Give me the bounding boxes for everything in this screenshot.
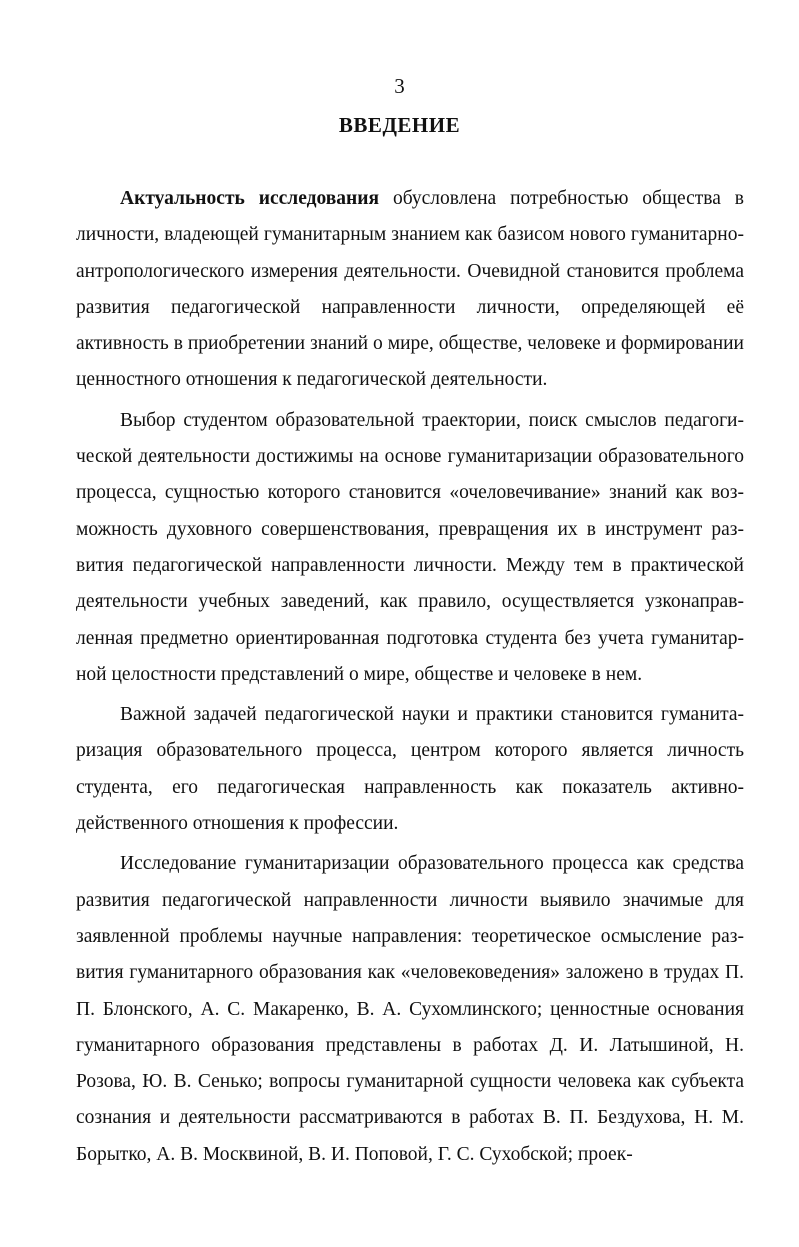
paragraph-text: обусловлена потребностью общества в личности, владеющей гуманитарным знанием как базисом нового гуманитарно-антропологического измерения деятельности. Очевидной становится проблема развития педагогической направленности личности, определяющей её активность в приобретении знаний о мире, обществе, человеке и формировании ценностного отношения к педагогической деятельности. <box>76 188 744 391</box>
page-number: 3 <box>394 74 405 98</box>
paragraph-research <box>76 846 744 1173</box>
paragraph-relevance <box>76 181 744 399</box>
paragraph-lead-term: Актуальность исследования <box>120 188 380 209</box>
paragraph-text: Важной задачей педагогической науки и практики становится гуманитаризация образовательного процесса, центром которого является личность студента, его педагогическая направленность как показатель активно-действенного отношения к профессии. <box>76 704 744 835</box>
page-title: ВВЕДЕНИЕ <box>338 113 461 137</box>
paragraph-text: Исследование гуманитаризации образовательного процесса как средства развития педагогической направленности личности выявило значимые для заявленной проблемы научные направления: теоретическое осмысление развития гуманитарного образования как «человековедения» заложено в трудах П. П. Блонского, А. С. Макаренко, В. А. Сухомлинского; ценностные основания гуманитарного образования представлены в работах Д. И. Латышиной, Н. Розова, Ю. В. Сенько; вопросы гуманитарной сущности человека как субъекта сознания и деятельности рассматриваются в работах В. П. Бездухова, Н. М. Борытко, А. В. Москвиной, В. И. Поповой, Г. С. Сухобской; проек- <box>76 853 744 1165</box>
body-text <box>76 181 744 1177</box>
paragraph-text: Выбор студентом образовательной траектории, поиск смыслов педагогической деятельности достижимы на основе гуманитаризации образовательного процесса, сущностью которого становится «очеловечивание» знаний как возможность духовного совершенствования, превращения их в инструмент развития педагогической направленности личности. Между тем в практической деятельности учебных заведений, как правило, осуществляется узконаправленная предметно ориентированная подготовка студента без учета гуманитарной целостности представлений о мире, обществе и человеке в нем. <box>76 409 744 685</box>
paragraph-task <box>76 697 744 842</box>
paragraph-trajectory <box>76 403 744 693</box>
